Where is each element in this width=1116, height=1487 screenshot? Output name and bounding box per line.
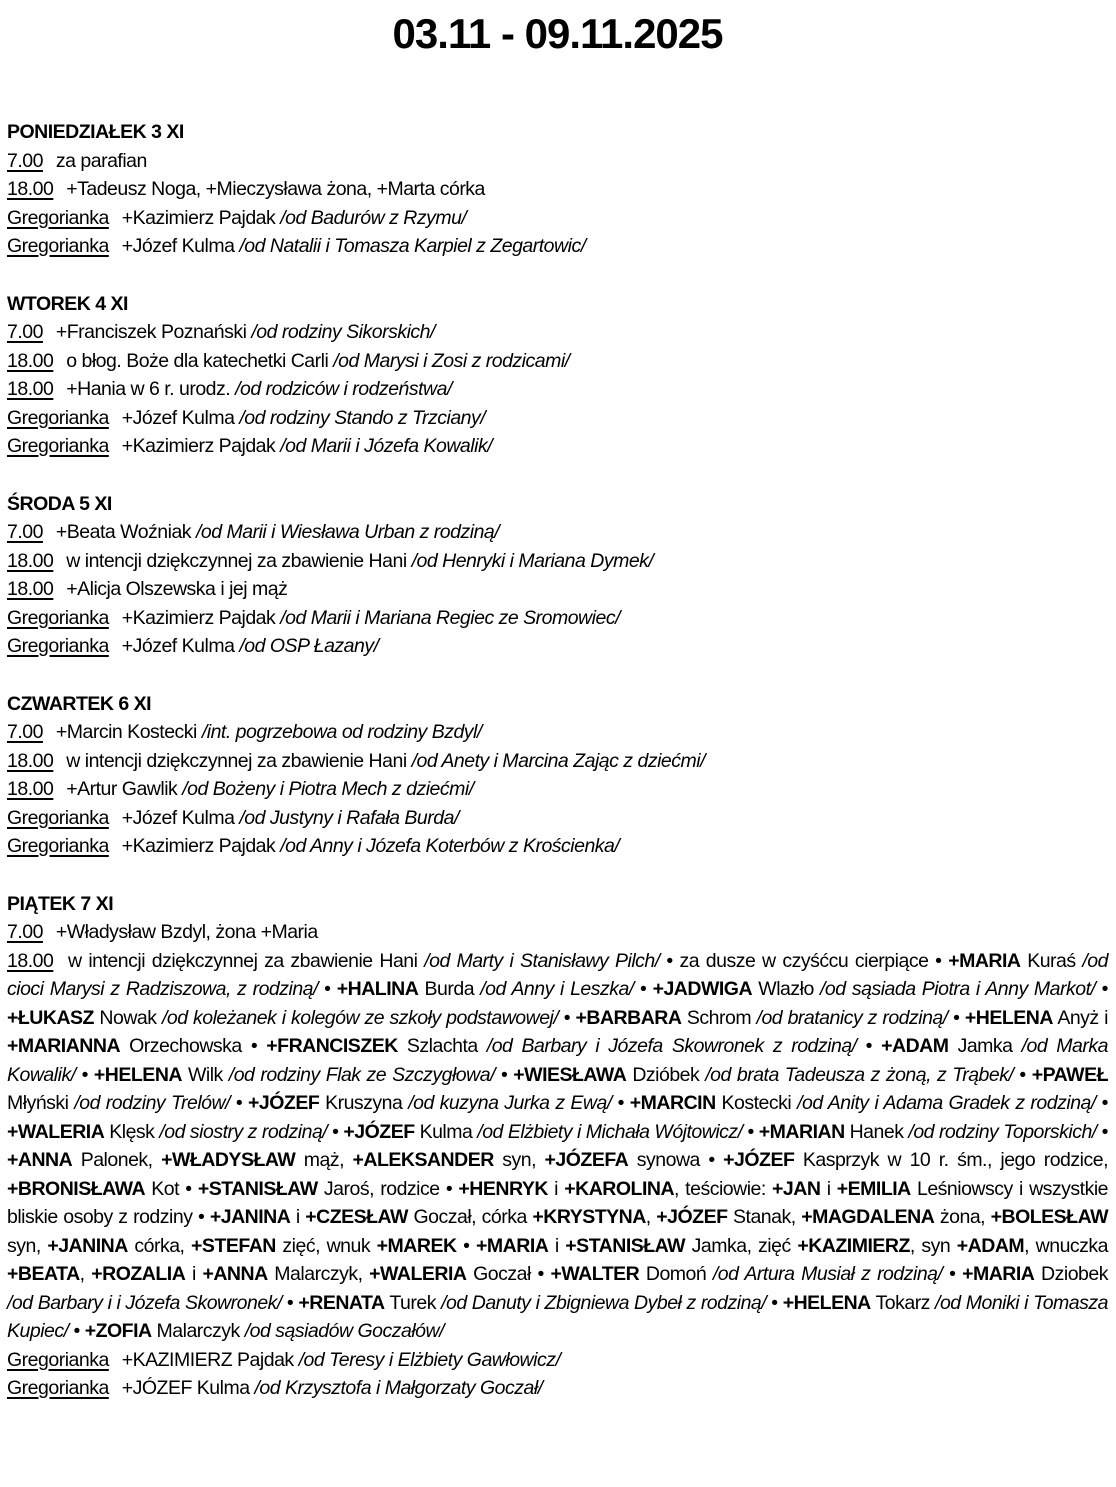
time-label: 7.00 (7, 921, 43, 943)
deceased-name: +ZOFIA (84, 1320, 152, 1342)
mass-entry (7, 147, 1108, 176)
mass-entry (7, 232, 1108, 261)
deceased-name: +MARIANNA (7, 1035, 121, 1057)
intention-text: Szlachta (397, 1035, 487, 1057)
deceased-name: +ROZALIA (91, 1263, 186, 1285)
mass-entry (7, 775, 1108, 804)
intention-text: • (494, 1063, 514, 1086)
intention-text: Malarczyk, (267, 1263, 370, 1285)
intention-text: żona, (934, 1206, 991, 1228)
intention-source: /od koleżanek i kolegów ze szkoły podstawowej/ (161, 1006, 559, 1029)
time-label: Gregorianka (7, 1348, 109, 1371)
day-header: PONIEDZIAŁEK 3 XI (7, 121, 184, 143)
mass-entry (7, 432, 1108, 461)
intention-text: Kot • (145, 1177, 198, 1200)
intention-text: o błog. Boże dla katechetki Carli (61, 349, 334, 372)
intention-source: /od bratanicy z rodziną/ (756, 1006, 948, 1029)
intention-source: /od Marty i Stanisławy Pilch/ (424, 949, 660, 972)
deceased-name: +ADAM (881, 1035, 949, 1057)
deceased-name: +RENATA (298, 1291, 385, 1314)
deceased-name: +STEFAN (191, 1234, 276, 1257)
intention-text: +Beata Woźniak (50, 521, 196, 543)
deceased-name: +HELENA (782, 1291, 871, 1314)
mass-entry (7, 204, 1108, 233)
mass-entry (7, 1346, 1108, 1375)
intention-text: Schrom (681, 1006, 757, 1029)
intention-text: +Artur Gawlik (61, 778, 183, 800)
intention-text: +Kazimierz Pajdak (116, 206, 281, 229)
intention-source: /od rodziny Stando z Trzciany/ (239, 406, 486, 429)
deceased-name: +JÓZEF (248, 1092, 320, 1114)
intention-text: • (1095, 978, 1109, 1000)
time-label: 7.00 (7, 149, 43, 172)
intention-source: /od sąsiada Piotra i Anny Markot/ (820, 978, 1096, 1000)
intention-text: Orzechowska • (120, 1035, 267, 1057)
intention-text: • (1013, 1063, 1032, 1086)
intention-source: /od Anny i Leszka/ (480, 978, 634, 1000)
mass-entry (7, 1374, 1108, 1403)
deceased-name: +BEATA (7, 1263, 80, 1285)
time-label: Gregorianka (7, 235, 109, 257)
deceased-name: +HELENA (964, 1006, 1053, 1029)
intention-text: Kuraś (1020, 949, 1083, 972)
intention-text: • (947, 1006, 965, 1029)
day-header: PIĄTEK 7 XI (7, 892, 114, 915)
intention-text: +Franciszek Poznański (50, 321, 252, 343)
intention-text: • (75, 1063, 94, 1086)
deceased-name: +ŁUKASZ (7, 1006, 94, 1029)
deceased-name: +JÓZEF (343, 1120, 415, 1143)
intention-text: , teściowie: (674, 1177, 773, 1200)
deceased-name: +BOLESŁAW (990, 1206, 1109, 1228)
page-title: 03.11 - 09.11.2025 (392, 10, 723, 57)
mass-entry (7, 747, 1108, 776)
intention-source: /od Teresy i Elżbiety Gawłowicz/ (298, 1348, 561, 1371)
intention-source: /od Natalii i Tomasza Karpiel z Zegartowic/ (239, 235, 586, 257)
time-label: Gregorianka (7, 806, 109, 829)
deceased-name: +MARIA (962, 1263, 1035, 1285)
day-section (7, 290, 1108, 461)
deceased-name: +KAZIMIERZ (797, 1234, 910, 1257)
mass-entry (7, 404, 1108, 433)
intention-source: /od Barbary i i Józefa Skowronek/ (7, 1291, 282, 1314)
deceased-name: +JÓZEF (723, 1149, 795, 1171)
deceased-name: +KRYSTYNA (532, 1206, 646, 1228)
intention-source: /int. pogrzebowa od rodziny Bzdyl/ (201, 721, 482, 743)
intention-source: /od sąsiadów Goczałów/ (244, 1320, 444, 1342)
mass-entry (7, 947, 1108, 1346)
intention-source: /od Marii i Mariana Regiec ze Sromowiec/ (280, 606, 620, 629)
intention-text: Jamka (948, 1035, 1022, 1057)
intention-source: /od siostry z rodziną/ (159, 1120, 328, 1143)
deceased-name: +ANNA (7, 1149, 73, 1171)
time-label: 18.00 (7, 949, 54, 972)
intention-text: Anyż i (1052, 1006, 1108, 1029)
intention-source: /od Moniki i Tomasza Kupiec/ (7, 1291, 1108, 1342)
intention-text: Malarczyk (151, 1320, 245, 1342)
intention-source: /od rodziny Trelów/ (74, 1092, 230, 1114)
intention-source: /od rodziny Flak ze Szczygłowa/ (228, 1063, 495, 1086)
mass-entry (7, 804, 1108, 833)
intention-text: syn, (7, 1234, 48, 1257)
deceased-name: +MARIA (476, 1234, 549, 1257)
deceased-name: +JÓZEF (656, 1206, 728, 1228)
deceased-name: +PAWEŁ (1031, 1063, 1108, 1086)
intention-text: • (558, 1006, 576, 1029)
intention-text: zięć, wnuk (275, 1234, 377, 1257)
intention-text: Wlazło (752, 978, 821, 1000)
intention-source: /od Artura Musiał z rodziną/ (712, 1263, 943, 1285)
intention-text: • (1095, 1092, 1108, 1114)
intention-text: • (742, 1120, 759, 1143)
mass-entry (7, 547, 1108, 576)
intention-text: • (317, 978, 337, 1000)
intention-text: +Alicja Olszewska i jej mąż (61, 578, 288, 600)
day-section (7, 890, 1108, 1403)
intention-text: +Józef Kulma (116, 406, 240, 429)
intention-source: /od Marysi i Zosi z rodzicami/ (333, 349, 570, 372)
deceased-name: +JÓZEFA (544, 1149, 629, 1171)
deceased-name: +MAGDALENA (801, 1206, 935, 1228)
intention-text: Burda (418, 978, 481, 1000)
intention-text: • za dusze w czyśćcu cierpiące • (659, 949, 949, 972)
intention-text: Nowak (93, 1006, 162, 1029)
deceased-name: +JAN (772, 1177, 821, 1200)
intention-source: /od rodziny Toporskich/ (908, 1120, 1097, 1143)
intention-text: syn, (493, 1149, 545, 1171)
deceased-name: +BARBARA (575, 1006, 682, 1029)
deceased-name: +MARIAN (758, 1120, 845, 1143)
day-header: WTOREK 4 XI (7, 292, 128, 315)
intention-text: +Kazimierz Pajdak (116, 835, 281, 857)
mass-entry (7, 347, 1108, 376)
intention-text: i (548, 1234, 566, 1257)
deceased-name: +CZESŁAW (305, 1206, 408, 1228)
time-label: 18.00 (7, 578, 54, 600)
mass-entry (7, 575, 1108, 604)
intention-text: • (68, 1320, 85, 1342)
time-label: 18.00 (7, 749, 54, 772)
intention-text: i (185, 1263, 203, 1285)
intention-text: , wnuczka (1024, 1234, 1109, 1257)
intention-text: Hanek (844, 1120, 909, 1143)
deceased-name: +STANISŁAW (565, 1234, 686, 1257)
intention-text: Goczał, córka (407, 1206, 533, 1228)
time-label: Gregorianka (7, 1377, 109, 1399)
intention-text: +Tadeusz Noga, +Mieczysława żona, +Marta córka (61, 178, 485, 200)
time-label: Gregorianka (7, 635, 109, 657)
intention-text: Młyński (7, 1092, 75, 1114)
intention-source: /od Badurów z Rzymu/ (280, 206, 467, 229)
intention-text: Tokarz (870, 1291, 936, 1314)
time-label: Gregorianka (7, 406, 109, 429)
time-label: Gregorianka (7, 606, 109, 629)
intention-source: /od Anity i Adama Gradek z rodziną/ (797, 1092, 1096, 1114)
intention-text: Kruszyna (319, 1092, 409, 1114)
mass-entry (7, 318, 1108, 347)
intention-text: w intencji dziękczynnej za zbawienie Hani (61, 949, 425, 972)
intention-text: • (1096, 1120, 1108, 1143)
intention-text: Stanak, (727, 1206, 802, 1228)
intention-source: /od Danuty i Zbigniewa Dybeł z rodziną/ (441, 1291, 767, 1314)
intention-text: i (290, 1206, 306, 1228)
schedule (7, 118, 1108, 1403)
deceased-name: +HENRYK (458, 1177, 548, 1200)
intention-text: +Marcin Kostecki (50, 721, 202, 743)
intention-text: i (547, 1177, 565, 1200)
deceased-name: +WŁADYSŁAW (161, 1149, 296, 1171)
mass-entry (7, 604, 1108, 633)
intention-text: Palonek, (72, 1149, 162, 1171)
intention-text: +JÓZEF Kulma (116, 1377, 255, 1399)
intention-text: , (645, 1206, 657, 1228)
intention-source: /od rodziców i rodzeństwa/ (235, 378, 452, 400)
deceased-name: +ADAM (956, 1234, 1025, 1257)
intention-text: +Kazimierz Pajdak (116, 606, 281, 629)
intention-text: +Hania w 6 r. urodz. (61, 378, 236, 400)
deceased-name: +HALINA (336, 978, 419, 1000)
time-label: Gregorianka (7, 435, 109, 457)
intention-text: • (281, 1291, 299, 1314)
intention-text: Dzióbek (626, 1063, 706, 1086)
deceased-name: +MARIA (948, 949, 1021, 972)
deceased-name: +FRANCISZEK (266, 1035, 398, 1057)
intention-text: • (230, 1092, 249, 1114)
intention-source: /od cioci Marysi z Radziszowa, z rodziną/ (7, 949, 1108, 1000)
time-label: Gregorianka (7, 206, 109, 229)
intention-text: za parafian (50, 149, 147, 172)
intention-text: , syn (909, 1234, 957, 1257)
intention-text: +Józef Kulma (116, 235, 240, 257)
mass-entry (7, 375, 1108, 404)
day-header: ŚRODA 5 XI (7, 492, 112, 515)
time-label: 18.00 (7, 378, 54, 400)
intention-text: Turek (384, 1291, 442, 1314)
intention-text: • (327, 1120, 344, 1143)
intention-text: Dziobek (1034, 1263, 1108, 1285)
intention-source: /od Krzysztofa i Małgorzaty Goczał/ (254, 1377, 543, 1399)
intention-text: • (766, 1291, 783, 1314)
deceased-name: +WIESŁAWA (513, 1063, 627, 1086)
time-label: 7.00 (7, 521, 43, 543)
intention-text: +Józef Kulma (116, 635, 240, 657)
intention-text: w intencji dziękczynnej za zbawienie Hani (61, 549, 412, 572)
intention-source: /od Elżbiety i Michała Wójtowicz/ (477, 1120, 743, 1143)
deceased-name: +BRONISŁAWA (7, 1177, 146, 1200)
intention-text: • (942, 1263, 963, 1285)
intention-source: /od Barbary i Józefa Skowronek z rodziną/ (486, 1035, 857, 1057)
time-label: Gregorianka (7, 835, 109, 857)
intention-text: • (633, 978, 653, 1000)
time-label: 18.00 (7, 549, 54, 572)
intention-source: /od Bożeny i Piotra Mech z dziećmi/ (182, 778, 474, 800)
deceased-name: +WALERIA (369, 1263, 467, 1285)
deceased-name: +MAREK (376, 1234, 457, 1257)
intention-text: Jamka, zięć (685, 1234, 798, 1257)
intention-source: /od Justyny i Rafała Burda/ (239, 806, 459, 829)
intention-text: Kostecki (715, 1092, 798, 1114)
intention-text: synowa • (628, 1149, 724, 1171)
intention-source: /od Anety i Marcina Zając z dziećmi/ (411, 749, 705, 772)
time-label: 18.00 (7, 178, 54, 200)
intention-text: córka, (127, 1234, 192, 1257)
intention-text: mąż, (295, 1149, 353, 1171)
deceased-name: +EMILIA (836, 1177, 911, 1200)
deceased-name: +WALERIA (7, 1120, 105, 1143)
deceased-name: +JANINA (209, 1206, 291, 1228)
intention-source: /od brata Tadeusza z żoną, z Trąbek/ (705, 1063, 1014, 1086)
intention-text: Klęsk (104, 1120, 160, 1143)
time-label: 7.00 (7, 321, 43, 343)
deceased-name: +ANNA (202, 1263, 268, 1285)
intention-text: +KAZIMIERZ Pajdak (116, 1348, 299, 1371)
intention-text: • (456, 1234, 477, 1257)
mass-entry (7, 918, 1108, 947)
intention-source: /od OSP Łazany/ (239, 635, 379, 657)
intention-source: /od kuzyna Jurka z Ewą/ (408, 1092, 612, 1114)
intention-text: Kulma (414, 1120, 478, 1143)
mass-entry (7, 718, 1108, 747)
deceased-name: +JANINA (47, 1234, 128, 1257)
deceased-name: +JADWIGA (652, 978, 753, 1000)
mass-entry (7, 632, 1108, 661)
intention-source: /od Marka Kowalik/ (7, 1035, 1108, 1086)
intention-text: i (820, 1177, 837, 1200)
intention-text: Leśniowscy i wszystkie bliskie osoby z rodziny • (7, 1177, 1108, 1228)
mass-entry (7, 175, 1108, 204)
intention-text: w intencji dziękczynnej za zbawienie Hani (61, 749, 412, 772)
intention-text: • (611, 1092, 630, 1114)
intention-source: /od Anny i Józefa Koterbów z Krościenka/ (280, 835, 620, 857)
day-section (7, 490, 1108, 661)
time-label: 18.00 (7, 778, 54, 800)
intention-text: Goczał • (466, 1263, 551, 1285)
time-label: 7.00 (7, 721, 43, 743)
intention-text: +Józef Kulma (116, 806, 240, 829)
day-section (7, 118, 1108, 261)
intention-source: /od Marii i Józefa Kowalik/ (280, 435, 493, 457)
intention-text: • (856, 1035, 882, 1057)
deceased-name: +STANISŁAW (197, 1177, 318, 1200)
intention-text: Domoń (639, 1263, 713, 1285)
intention-source: /od Marii i Wiesława Urban z rodziną/ (195, 521, 500, 543)
deceased-name: +KAROLINA (564, 1177, 675, 1200)
mass-entry (7, 518, 1108, 547)
deceased-name: +ALEKSANDER (352, 1149, 494, 1171)
intention-source: /od rodziny Sikorskich/ (251, 321, 435, 343)
deceased-name: +MARCIN (629, 1092, 716, 1114)
mass-entry (7, 832, 1108, 861)
day-header: CZWARTEK 6 XI (7, 692, 152, 715)
intention-text: Jaroś, rodzice • (317, 1177, 459, 1200)
intention-source: /od Henryki i Mariana Dymek/ (411, 549, 654, 572)
deceased-name: +WALTER (550, 1263, 640, 1285)
intention-text: +Władysław Bzdyl, żona +Maria (50, 921, 318, 943)
intention-text: , (79, 1263, 92, 1285)
day-section (7, 690, 1108, 861)
intention-text: Wilk (181, 1063, 229, 1086)
intention-text: Kasprzyk w 10 r. śm., jego rodzice, (794, 1149, 1108, 1171)
deceased-name: +HELENA (93, 1063, 182, 1086)
intention-text: +Kazimierz Pajdak (116, 435, 281, 457)
time-label: 18.00 (7, 349, 54, 372)
